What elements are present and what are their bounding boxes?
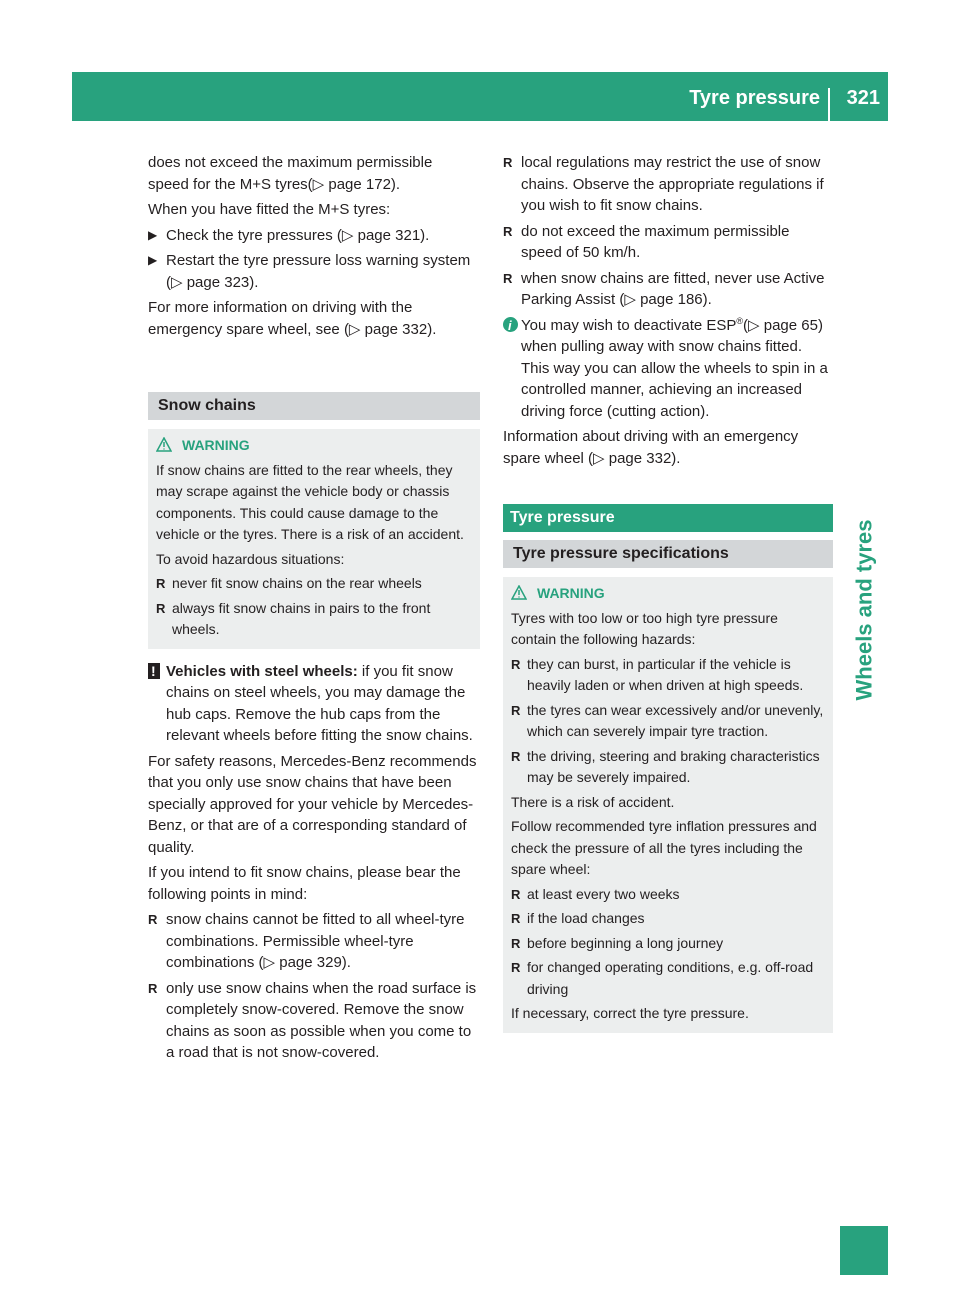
warning-box [503,577,833,1033]
chapter-label: Wheels and tyres [851,519,877,701]
chapter-tab [840,500,888,720]
arrow-icon: ▶ [148,227,158,242]
list-item [511,884,826,906]
list-item [511,957,826,1000]
intend-text: If you intend to fit snow chains, please bear the following points in mind: [148,864,461,903]
list-item [511,746,826,789]
warning-follow: Follow recommended tyre inflation pressures and check the pressure of all the tyres including the spare wheel: [511,818,817,877]
safety-text: For safety reasons, Mercedes-Benz recommends that you only use snow chains that have been specially approved for your vehicle by Mercedes-Benz, or that are of a corresponding standard of quality. [148,752,477,856]
warning-title: WARNING [537,585,605,601]
tyre-pressure-spec-heading: Tyre pressure specifications [503,540,833,568]
warning-avoid: To avoid hazardous situations: [156,550,345,567]
list-text: the tyres can wear excessively and/or unevenly, which can severely impair tyre traction. [527,701,824,739]
step-text: Check the tyre pressures (▷ page 321). [166,226,430,244]
arrow-icon: ▶ [148,253,158,267]
list-text: when snow chains are fitted, never use Active Parking Assist (▷ page 186). [521,269,825,308]
warning-text: If snow chains are fitted to the rear wheels, they may scrape against the vehicle body or chassis components. This could cause damage to the vehicle or the tyres. There is a risk of an accident. [156,461,464,542]
list-text: they can burst, in particular if the vehicle is heavily laden or when driven at high speeds. [527,655,804,693]
warning-heading [511,583,826,605]
warning-triangle-icon [156,437,172,452]
tyre-pressure-heading: Tyre pressure [503,504,833,532]
list-item [511,654,826,697]
list-item [156,598,473,641]
list-text: only use snow chains when the road surface is completely snow-covered. Remove the snow chains as soon as possible when you come to a road that is not snow-covered. [166,979,477,1061]
step-item [148,225,480,247]
bullet-icon: R [148,980,158,996]
list-text: before beginning a long journey [527,934,724,951]
list-text: at least every two weeks [527,885,680,902]
warning-risk: There is a risk of accident. [511,793,675,810]
when-fitted-text: When you have fitted the M+S tyres: [148,201,391,218]
list-text: for changed operating conditions, e.g. off-road driving [527,959,814,997]
note-text-continued: (▷ page 65) when pulling away with snow chains fitted. This way you can allow the wheels to spin in a controlled manner, achieving an increased driving force (cutting action). [521,316,828,420]
step-item [148,250,480,293]
section-title: Tyre pressure [689,87,820,109]
note-text: if you fit snow chains on steel wheels, you may damage the hub caps. Remove the hub caps from the relevant wheels before fitting the snow chains. [166,662,473,744]
intro-line-1: does not exceed the maximum permissible [148,154,433,171]
warning-title: WARNING [182,437,250,453]
left-column [148,152,480,1068]
spare-wheel-info: Information about driving with an emergency spare wheel (▷ page 332). [503,428,799,467]
list-text: do not exceed the maximum permissible speed of 50 km/h. [521,222,790,261]
warning-triangle-icon [511,585,527,600]
bullet-icon: R [511,911,521,926]
warning-heading [156,435,473,457]
list-text: never fit snow chains on the rear wheels [172,575,422,591]
list-text: if the load changes [527,910,645,926]
list-text: the driving, steering and braking characteristics may be severely impaired. [527,747,820,785]
bullet-icon: R [503,155,513,170]
page-number: 321 [846,87,880,109]
bullet-icon: R [511,935,521,951]
note-text: You may wish to deactivate ESP [521,316,737,334]
steel-wheels-note [148,661,480,747]
bullet-icon: R [148,912,158,927]
bullet-icon: R [156,600,166,616]
bullet-icon: R [511,748,521,764]
list-item [503,268,833,311]
intro-line-2: speed for the M+S tyres(▷ page 172). [148,175,401,193]
page-header [72,72,888,121]
bullet-icon: R [511,656,521,672]
list-item [511,908,826,930]
list-item [511,700,826,743]
bullet-icon: R [156,576,166,591]
info-icon [503,317,518,332]
registered-mark: ® [736,315,744,326]
warning-text: Tyres with too low or too high tyre pressure contain the following hazards: [511,609,778,647]
list-item [503,152,833,217]
snow-chains-heading: Snow chains [148,392,480,420]
list-item [503,221,833,264]
bullet-icon: R [511,960,521,975]
note-bold-label: Vehicles with steel wheels: [166,662,358,680]
header-divider [828,88,830,121]
warning-box [148,429,480,649]
list-text: snow chains cannot be fitted to all wheel-tyre combinations. Permissible wheel-tyre combinations (▷ page 329). [166,911,465,971]
list-item [148,909,480,974]
more-info-text: For more information on driving with the emergency spare wheel, see (▷ page 332). [148,299,437,338]
bullet-icon: R [511,702,521,718]
step-text: Restart the tyre pressure loss warning system (▷ page 323). [166,252,471,291]
list-text: local regulations may restrict the use of snow chains. Observe the appropriate regulations if you wish to fit snow chains. [521,154,824,214]
chapter-marker [840,1226,888,1275]
list-item [156,573,473,595]
bullet-icon: R [503,223,513,239]
bullet-icon: R [511,886,521,902]
info-note [503,315,833,423]
warning-correct: If necessary, correct the tyre pressure. [511,1005,749,1021]
list-item [511,933,826,955]
list-item [148,978,480,1064]
list-text: always fit snow chains in pairs to the front wheels. [172,599,431,637]
right-column [503,152,833,1033]
bullet-icon: R [503,270,513,286]
exclamation-icon [148,663,160,679]
